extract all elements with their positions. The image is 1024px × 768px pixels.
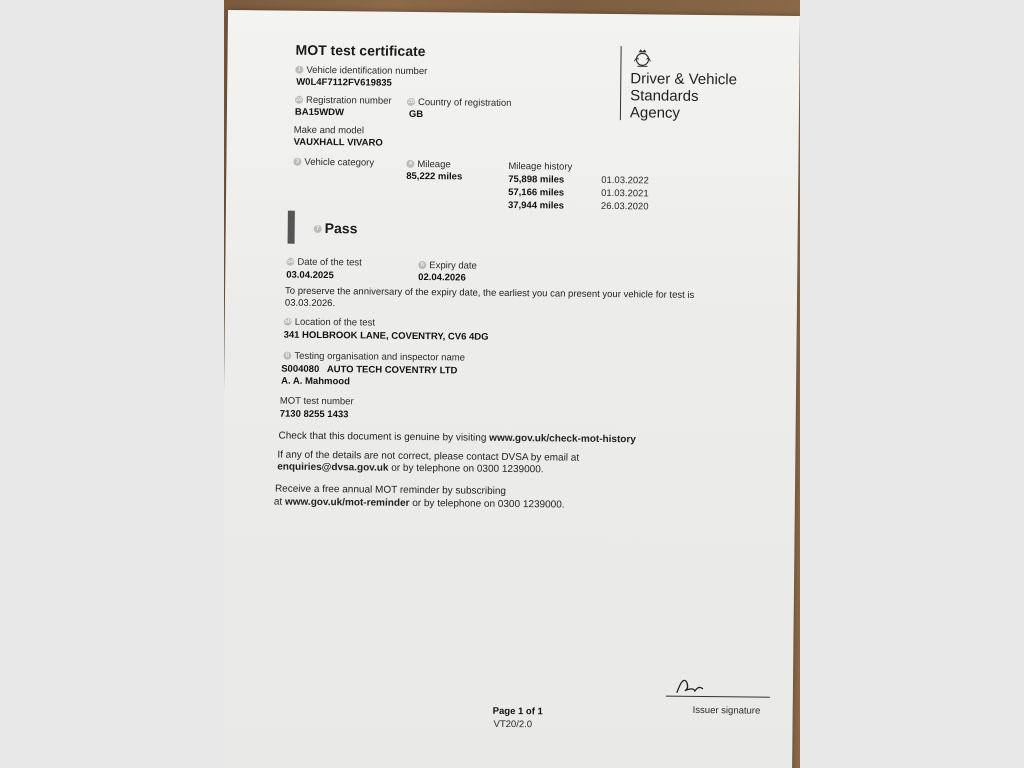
org-label: [283, 351, 465, 364]
vin-label-text: Vehicle identification number: [306, 64, 428, 78]
org-label-text: Testing organisation and inspector name: [294, 350, 466, 364]
agency-line: Driver & Vehicle: [630, 70, 738, 89]
category-label: [293, 157, 374, 169]
agency-name: [630, 70, 737, 122]
pass-bar: [288, 211, 295, 244]
category-label-text: Vehicle category: [304, 156, 375, 169]
reminder-line: [274, 497, 565, 511]
check-text: [278, 431, 635, 446]
contact-email-link[interactable]: enquiries@dvsa.gov.uk: [277, 461, 389, 474]
field-number: 7: [314, 225, 322, 233]
reminder-at-text: at: [273, 496, 283, 508]
vin-label: [295, 65, 427, 77]
test-number-label: MOT test number: [279, 395, 354, 408]
org-value: S004080 AUTO TECH COVENTRY LTD: [281, 363, 458, 377]
location-label-text: Location of the test: [294, 316, 376, 329]
expiry-label-text: Expiry date: [429, 260, 477, 272]
test-date-label: [286, 257, 362, 269]
reminder-url-link[interactable]: www.gov.uk/mot-reminder: [284, 496, 410, 509]
reg-value: BA15WDW: [294, 106, 345, 119]
check-text-label: Check that this document is genuine by visiting: [278, 430, 487, 444]
field-number: 3: [293, 158, 301, 166]
page-number: Page 1 of 1: [492, 705, 543, 718]
result-text: Pass: [324, 220, 358, 237]
test-date-label-text: Date of the test: [297, 256, 362, 269]
history-date: 26.03.2020: [600, 200, 649, 213]
test-number-value: 7130 8255 1433: [279, 408, 349, 421]
photo-background: [224, 0, 800, 768]
contact-phone-text: or by telephone on 0300 1239000.: [391, 462, 544, 476]
agency-rule: [620, 46, 622, 120]
mileage-label: [406, 159, 450, 170]
certificate-paper: [224, 10, 800, 768]
signature-label: Issuer signature: [692, 704, 761, 717]
field-number: 5b: [284, 319, 292, 326]
reminder-text: Receive a free annual MOT reminder by subscribing: [274, 483, 507, 497]
field-number: 2a: [295, 97, 303, 104]
preserve-date: 03.03.2026.: [284, 297, 336, 310]
field-number: 4: [406, 160, 414, 168]
make-value: VAUXHALL VIVARO: [293, 136, 383, 149]
field-number: 2b: [407, 99, 415, 106]
contact-line: [277, 462, 544, 476]
signature-line: [666, 696, 770, 698]
reg-label: [295, 95, 392, 107]
location-value: 341 HOLBROOK LANE, COVENTRY, CV6 4DG: [283, 329, 489, 343]
result-status: [314, 220, 358, 236]
contact-text: If any of the details are not correct, please contact DVSA by email at: [277, 449, 580, 464]
field-number: 8: [283, 352, 291, 360]
royal-crest-icon: [631, 47, 653, 69]
check-url-link[interactable]: www.gov.uk/check-mot-history: [489, 432, 636, 446]
preserve-text: To preserve the anniversary of the expiry date, the earliest you can present your vehicle for test is: [285, 285, 695, 301]
history-label: Mileage history: [508, 160, 573, 173]
country-label: [407, 97, 512, 109]
agency-line: Agency: [629, 104, 681, 122]
signature-scribble: [673, 673, 713, 697]
agency-line: Standards: [630, 87, 699, 105]
history-date: 01.03.2022: [601, 174, 649, 187]
mileage-label-text: Mileage: [417, 158, 451, 171]
mileage-value: 85,222 miles: [406, 170, 463, 183]
country-value: GB: [408, 108, 424, 121]
expiry-value: 02.04.2026: [418, 272, 466, 284]
test-date-value: 03.04.2025: [286, 269, 334, 282]
field-number: 5a: [286, 259, 294, 266]
form-code: VT20/2.0: [493, 718, 533, 731]
location-label: [284, 317, 375, 329]
field-number: 1: [295, 66, 303, 74]
certificate-title: MOT test certificate: [295, 41, 426, 60]
history-miles: 57,166 miles: [508, 186, 565, 199]
reg-label-text: Registration number: [306, 94, 392, 107]
make-label: Make and model: [293, 124, 365, 137]
country-label-text: Country of registration: [417, 96, 512, 109]
vin-value: W0L4F7112FV619835: [296, 76, 392, 89]
reminder-phone-text: or by telephone on 0300 1239000.: [412, 497, 565, 511]
history-miles: 75,898 miles: [508, 173, 565, 186]
field-number: 6: [418, 261, 426, 269]
history-miles: 37,944 miles: [507, 199, 565, 212]
inspector-name: A. A. Mahmood: [281, 375, 350, 388]
expiry-label: [418, 260, 477, 272]
history-date: 01.03.2021: [601, 187, 649, 200]
